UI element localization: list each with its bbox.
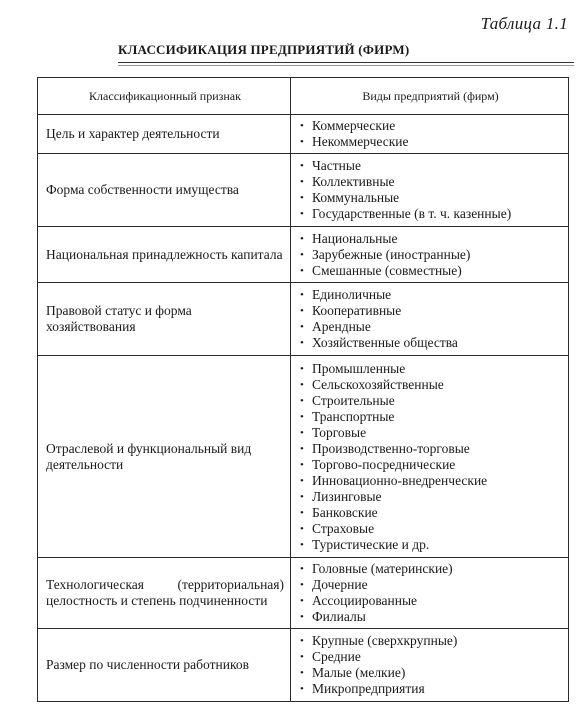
types-cell bbox=[291, 115, 569, 154]
table-title: КЛАССИФИКАЦИЯ ПРЕДПРИЯТИЙ (ФИРМ) bbox=[118, 42, 410, 57]
feature-cell: Размер по численности работников bbox=[38, 629, 291, 702]
table-row bbox=[38, 629, 569, 702]
list-item: • Производственно-торговые bbox=[299, 441, 564, 457]
list-item: • Национальные bbox=[299, 231, 564, 247]
list-item: • Промышленные bbox=[299, 361, 564, 377]
types-list bbox=[299, 361, 564, 553]
feature-cell: Цель и характер деятельности bbox=[38, 115, 291, 154]
list-item: • Микропредприятия bbox=[299, 681, 564, 697]
feature-cell: Форма собственности имущества bbox=[38, 154, 291, 227]
types-cell bbox=[291, 283, 569, 356]
list-item: • Инновационно-внедренческие bbox=[299, 473, 564, 489]
list-item: • Коллективные bbox=[299, 174, 564, 190]
column-header-feature: Классификационный признак bbox=[38, 78, 291, 115]
title-underline-secondary bbox=[118, 65, 574, 66]
list-item: • Коммерческие bbox=[299, 118, 564, 134]
list-item: • Ассоциированные bbox=[299, 593, 564, 609]
list-item: • Коммунальные bbox=[299, 190, 564, 206]
list-item: • Строительные bbox=[299, 393, 564, 409]
list-item: • Туристические и др. bbox=[299, 537, 564, 553]
types-cell bbox=[291, 558, 569, 629]
types-list bbox=[299, 231, 564, 279]
types-list bbox=[299, 633, 564, 697]
types-cell bbox=[291, 629, 569, 702]
types-list bbox=[299, 287, 564, 351]
table-row bbox=[38, 558, 569, 629]
types-cell bbox=[291, 154, 569, 227]
feature-cell: Технологическая (территориальная) целостность и степень подчиненности bbox=[38, 558, 291, 629]
table-number: Таблица 1.1 bbox=[480, 14, 568, 33]
list-item: • Кооперативные bbox=[299, 303, 564, 319]
feature-cell: Национальная принадлежность капитала bbox=[38, 227, 291, 283]
feature-cell: Отраслевой и функциональный вид деятельности bbox=[38, 356, 291, 558]
types-list bbox=[299, 118, 564, 150]
table-row bbox=[38, 115, 569, 154]
list-item: • Арендные bbox=[299, 319, 564, 335]
table-header-row bbox=[38, 78, 569, 115]
types-list bbox=[299, 158, 564, 222]
classification-table bbox=[37, 77, 569, 702]
list-item: • Головные (материнские) bbox=[299, 561, 564, 577]
title-underline bbox=[118, 62, 574, 63]
list-item: • Торгово-посреднические bbox=[299, 457, 564, 473]
table-row bbox=[38, 356, 569, 558]
list-item: • Крупные (сверхкрупные) bbox=[299, 633, 564, 649]
list-item: • Страховые bbox=[299, 521, 564, 537]
list-item: • Сельскохозяйственные bbox=[299, 377, 564, 393]
table-row bbox=[38, 154, 569, 227]
list-item: • Некоммерческие bbox=[299, 134, 564, 150]
list-item: • Дочерние bbox=[299, 577, 564, 593]
list-item: • Банковские bbox=[299, 505, 564, 521]
list-item: • Средние bbox=[299, 649, 564, 665]
types-cell bbox=[291, 227, 569, 283]
list-item: • Малые (мелкие) bbox=[299, 665, 564, 681]
feature-cell: Правовой статус и форма хозяйствования bbox=[38, 283, 291, 356]
list-item: • Торговые bbox=[299, 425, 564, 441]
list-item: • Зарубежные (иностранные) bbox=[299, 247, 564, 263]
types-list bbox=[299, 561, 564, 625]
list-item: • Частные bbox=[299, 158, 564, 174]
list-item: • Единоличные bbox=[299, 287, 564, 303]
list-item: • Государственные (в т. ч. казенные) bbox=[299, 206, 564, 222]
list-item: • Смешанные (совместные) bbox=[299, 263, 564, 279]
list-item: • Лизинговые bbox=[299, 489, 564, 505]
column-header-types: Виды предприятий (фирм) bbox=[291, 78, 569, 115]
list-item: • Хозяйственные общества bbox=[299, 335, 564, 351]
list-item: • Транспортные bbox=[299, 409, 564, 425]
list-item: • Филиалы bbox=[299, 609, 564, 625]
types-cell bbox=[291, 356, 569, 558]
table-row bbox=[38, 227, 569, 283]
table-row bbox=[38, 283, 569, 356]
